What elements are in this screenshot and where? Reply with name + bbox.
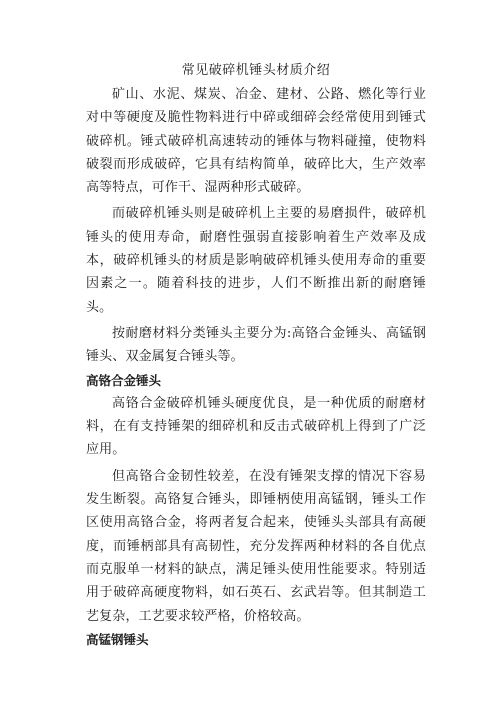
section-heading-high-chrome: 高铬合金锤头 xyxy=(86,372,162,388)
document-title: 常见破碎机锤头材质介绍 xyxy=(181,63,331,78)
paragraph-intro: 矿山、水泥、煤炭、冶金、建材、公路、燃化等行业对中等硬度及脆性物料进行中碎或细碎会经常使用到锤式破碎机。锤式破碎机高速转动的锤体与物料碰撞，使物料破裂而形成破碎，它具有结构简单，破碎比大，生产效率高等特点，可作干、湿两种形式破碎。 xyxy=(86,87,426,196)
paragraph-high-chrome-1: 高铬合金破碎机锤头硬度优良，是一种优质的耐磨材料，在有支持锤架的细碎机和反击式破碎机上得到了广泛应用。 xyxy=(86,395,426,458)
paragraph-classification: 按耐磨材料分类锤头主要分为:高铬合金锤头、高锰钢锤头、双金属复合锤头等。 xyxy=(86,325,426,365)
document-page xyxy=(86,62,426,651)
section-heading-high-manganese: 高锰钢锤头 xyxy=(86,631,149,647)
paragraph-wear-parts: 而破碎机锤头则是破碎机上主要的易磨损件，破碎机锤头的使用寿命，耐磨性强弱直接影响着生产效率及成本，破碎机锤头的材质是影响破碎机锤头使用寿命的重要因素之一。随着科技的进步，人们不断推出新的耐磨锤头。 xyxy=(86,206,426,315)
paragraph-high-chrome-2: 但高铬合金韧性较差，在没有锤架支撑的情况下容易发生断裂。高铬复合锤头，即锤柄使用高锰钢，锤头工作区使用高铬合金，将两者复合起来，使锤头头部具有高硬度，而锤柄部具有高韧性，充分发挥两种材料的各自优点而克服单一材料的缺点，满足锤头使用性能要求。特别适用于破碎高硬度物料，如石英石、玄武岩等。但其制造工艺复杂，工艺要求较严格，价格较高。 xyxy=(86,468,426,624)
